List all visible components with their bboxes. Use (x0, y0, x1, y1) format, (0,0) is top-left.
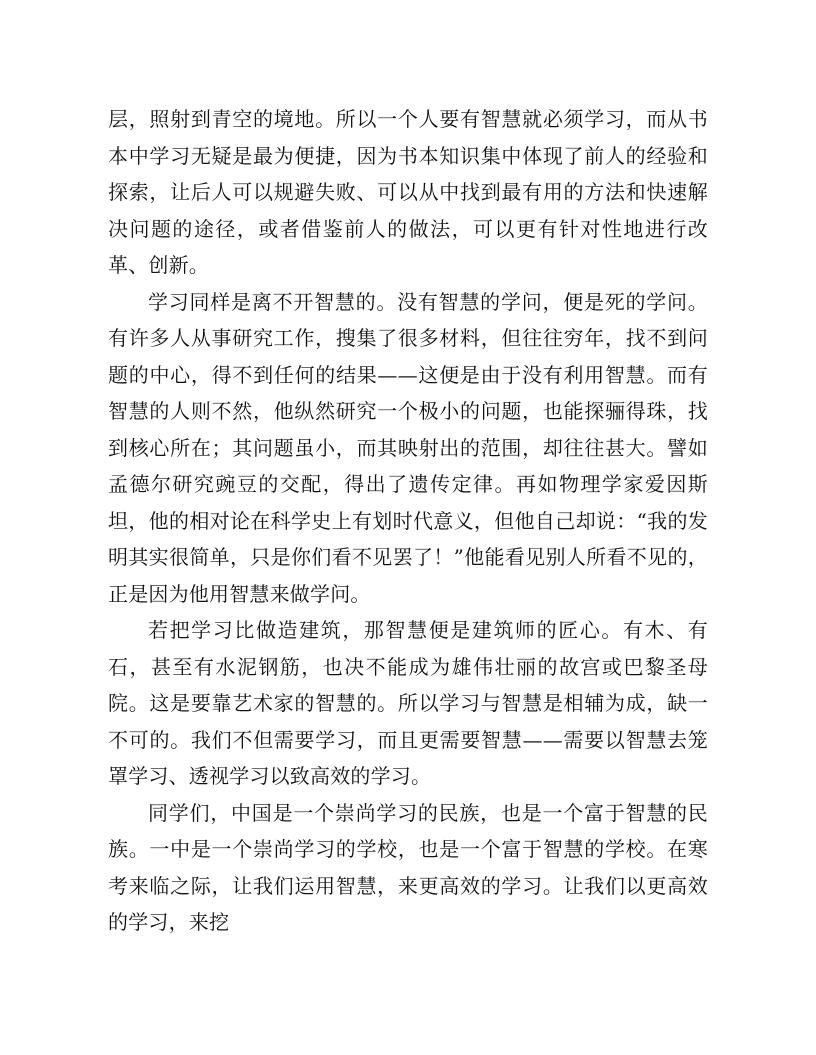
paragraph-2: 学习同样是离不开智慧的。没有智慧的学问，便是死的学问。有许多人从事研究工作，搜集了很多材料，但往往穷年，找不到问题的中心，得不到任何的结果——这便是由于没有利用智慧。而有智慧的人则不然，他纵然研究一个极小的问题，也能探骊得珠，找到核心所在；其问题虽小，而其映射出的范围，却往往甚大。譬如孟德尔研究豌豆的交配，得出了遗传定律。再如物理学家爱因斯坦，他的相对论在科学史上有划时代意义，但他自己却说：“我的发明其实很简单，只是你们看不见罢了！”他能看见别人所看不见的，正是因为他用智慧来做学问。 (108, 289, 708, 606)
paragraph-1: 层，照射到青空的境地。所以一个人要有智慧就必须学习，而从书本中学习无疑是最为便捷，因为书本知识集中体现了前人的经验和探索，让后人可以规避失败、可以从中找到最有用的方法和快速解决问题的途径，或者借鉴前人的做法，可以更有针对性地进行改革、创新。 (108, 107, 708, 277)
paragraph-4: 同学们，中国是一个崇尚学习的民族，也是一个富于智慧的民族。一中是一个崇尚学习的学校，也是一个富于智慧的学校。在寒考来临之际，让我们运用智慧，来更高效的学习。让我们以更高效的学习，来挖 (108, 800, 708, 934)
document-body (108, 101, 708, 941)
paragraph-3: 若把学习比做造建筑，那智慧便是建筑师的匠心。有木、有石，甚至有水泥钢筋，也决不能成为雄伟壮丽的故宫或巴黎圣母院。这是要靠艺术家的智慧的。所以学习与智慧是相辅为成，缺一不可的。我们不但需要学习，而且更需要智慧——需要以智慧去笼罩学习、透视学习以致高效的学习。 (108, 618, 708, 788)
